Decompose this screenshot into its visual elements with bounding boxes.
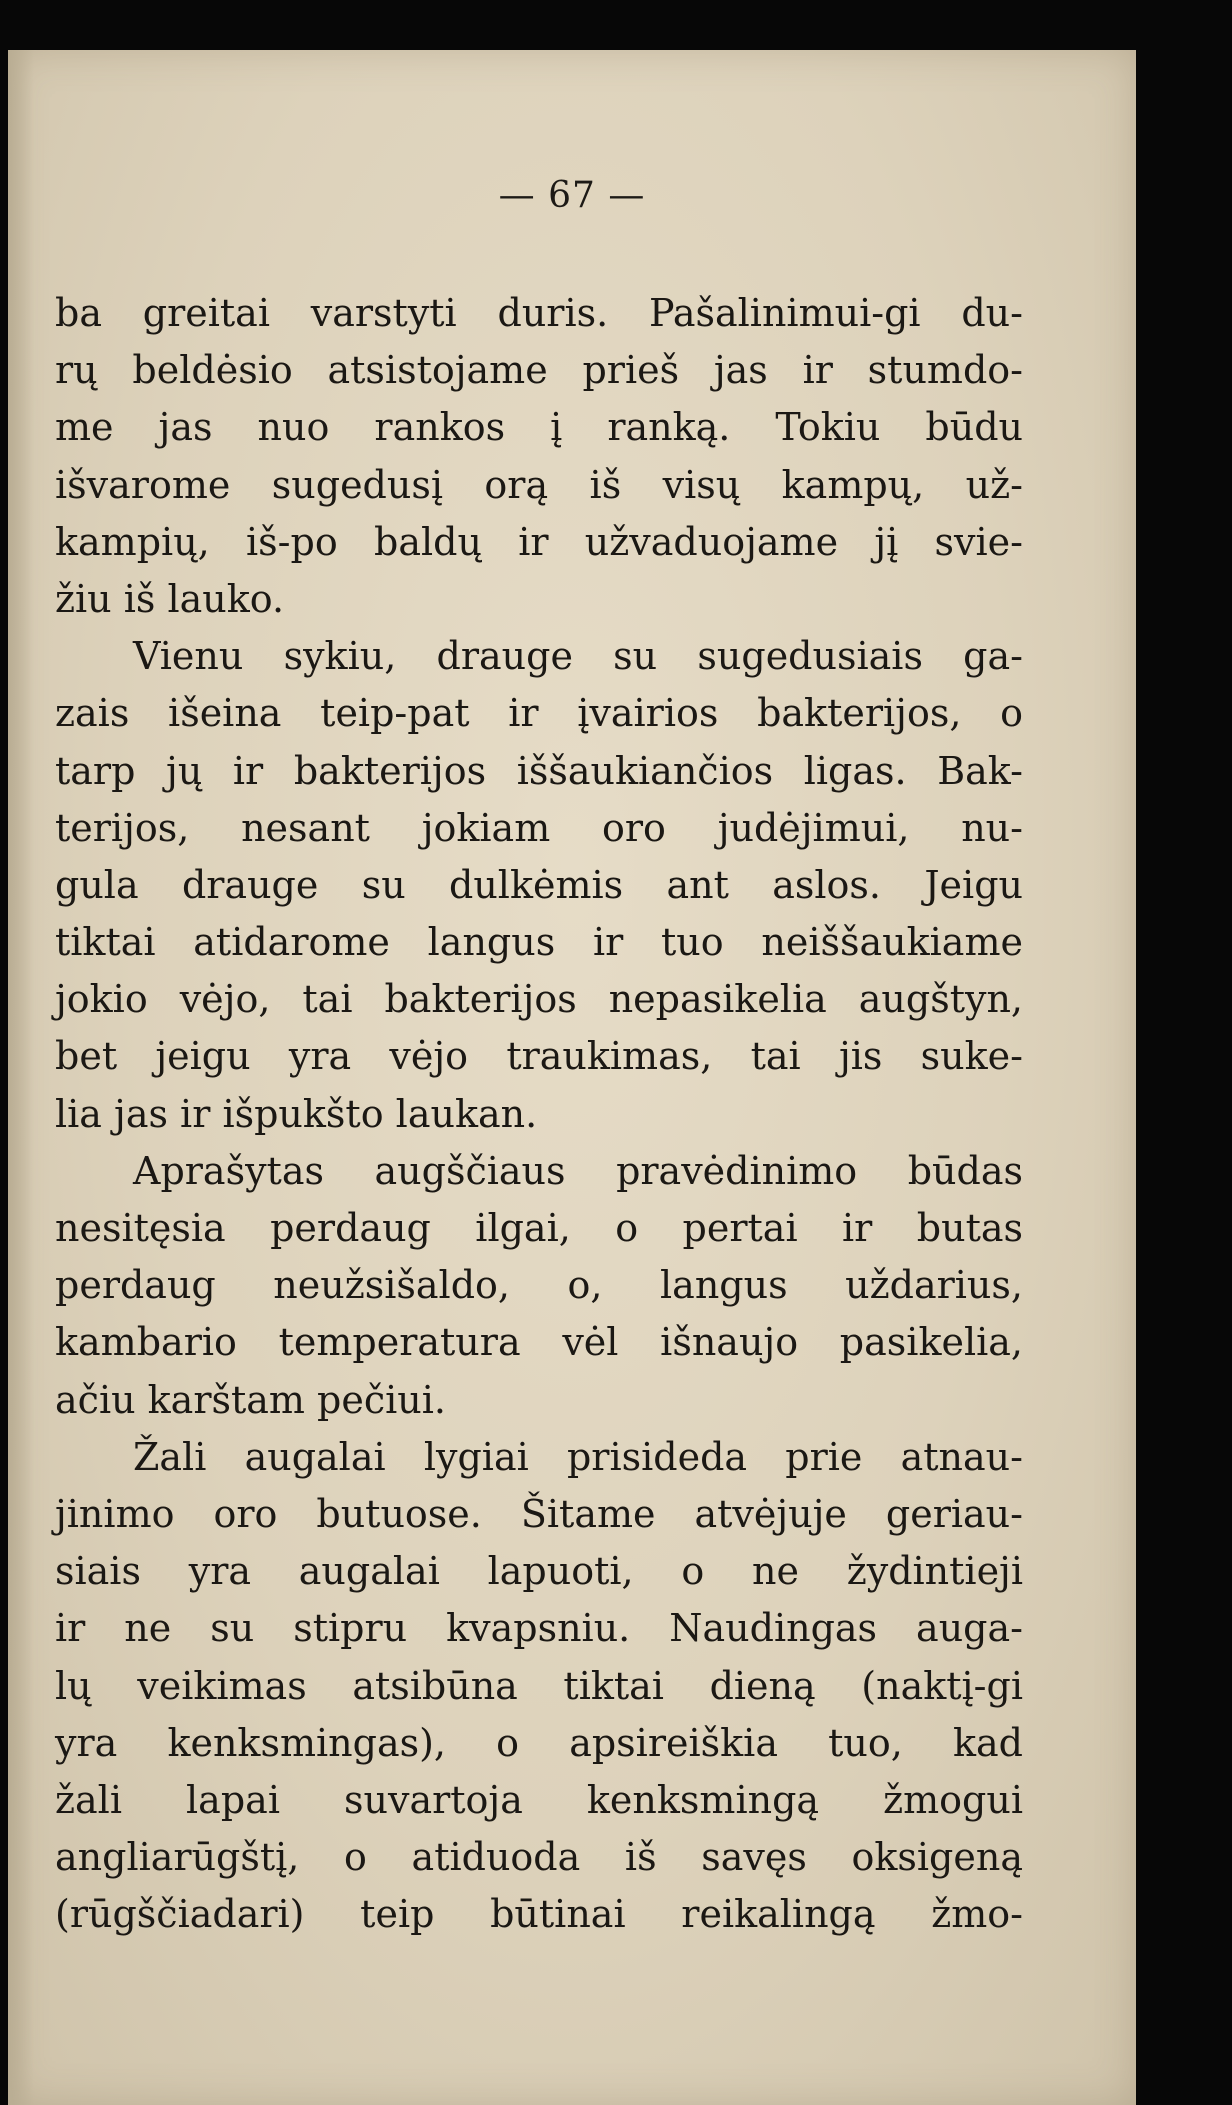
text-line: lia jas ir išpukšto laukan. xyxy=(55,1091,538,1136)
text-line: gula drauge su dulkėmis ant aslos. Jeigu xyxy=(55,862,1023,907)
text-line: angliarūgštį, o atiduoda iš savęs oksigeną xyxy=(55,1835,1023,1880)
text-line: kambario temperatura vėl išnaujo pasikelia, xyxy=(55,1320,1023,1365)
page-number: — 67 — xyxy=(498,175,646,216)
text-line: jokio vėjo, tai bakterijos nepasikelia augštyn, xyxy=(55,977,1023,1022)
text-line: kampių, iš-po baldų ir užvaduojame jį svie- xyxy=(55,519,1023,564)
text-line: terijos, nesant jokiam oro judėjimui, nu- xyxy=(55,805,1023,850)
paper-page xyxy=(8,50,1136,2105)
text-line: ačiu karštam pečiui. xyxy=(55,1377,446,1422)
text-line: (rūgščiadari) teip būtinai reikalingą žmo- xyxy=(55,1892,1023,1937)
text-line: jinimo oro butuose. Šitame atvėjuje geriau- xyxy=(55,1491,1023,1536)
text-line: išvarome sugedusį orą iš visų kampų, už- xyxy=(55,462,1023,507)
text-line: me jas nuo rankos į ranką. Tokiu būdu xyxy=(55,405,1023,450)
page-gutter-shadow xyxy=(8,50,34,2105)
text-line: lų veikimas atsibūna tiktai dieną (naktį-gi xyxy=(55,1663,1023,1708)
text-line: rų beldėsio atsistojame prieš jas ir stumdo- xyxy=(55,348,1023,393)
text-line: zais išeina teip-pat ir įvairios bakterijos, o xyxy=(55,691,1023,736)
text-line: ba greitai varstyti duris. Pašalinimui-gi du- xyxy=(55,291,1023,335)
text-line: žiu iš lauko. xyxy=(55,576,285,621)
text-line: siais yra augalai lapuoti, o ne žydintieji xyxy=(55,1549,1023,1594)
text-line: Žali augalai lygiai prisideda prie atnau- xyxy=(133,1434,1023,1479)
text-line: Aprašytas augščiaus pravėdinimo būdas xyxy=(133,1148,1023,1193)
text-line: nesitęsia perdaug ilgai, o pertai ir butas xyxy=(55,1206,1023,1250)
text-line: tarp jų ir bakterijos iššaukiančios ligas. Bak- xyxy=(55,748,1023,793)
text-line: tiktai atidarome langus ir tuo neiššaukiame xyxy=(55,920,1023,965)
text-line: žali lapai suvartoja kenksmingą žmogui xyxy=(55,1777,1023,1822)
text-line: ir ne su stipru kvapsniu. Naudingas auga- xyxy=(55,1606,1023,1651)
text-line: Vienu sykiu, drauge su sugedusiais ga- xyxy=(133,634,1023,679)
body-text xyxy=(55,285,1023,1943)
text-line: yra kenksmingas), o apsireiškia tuo, kad xyxy=(55,1720,1023,1765)
text-line: perdaug neužsišaldo, o, langus uždarius, xyxy=(55,1263,1023,1308)
text-line: bet jeigu yra vėjo traukimas, tai jis suke- xyxy=(55,1034,1023,1079)
